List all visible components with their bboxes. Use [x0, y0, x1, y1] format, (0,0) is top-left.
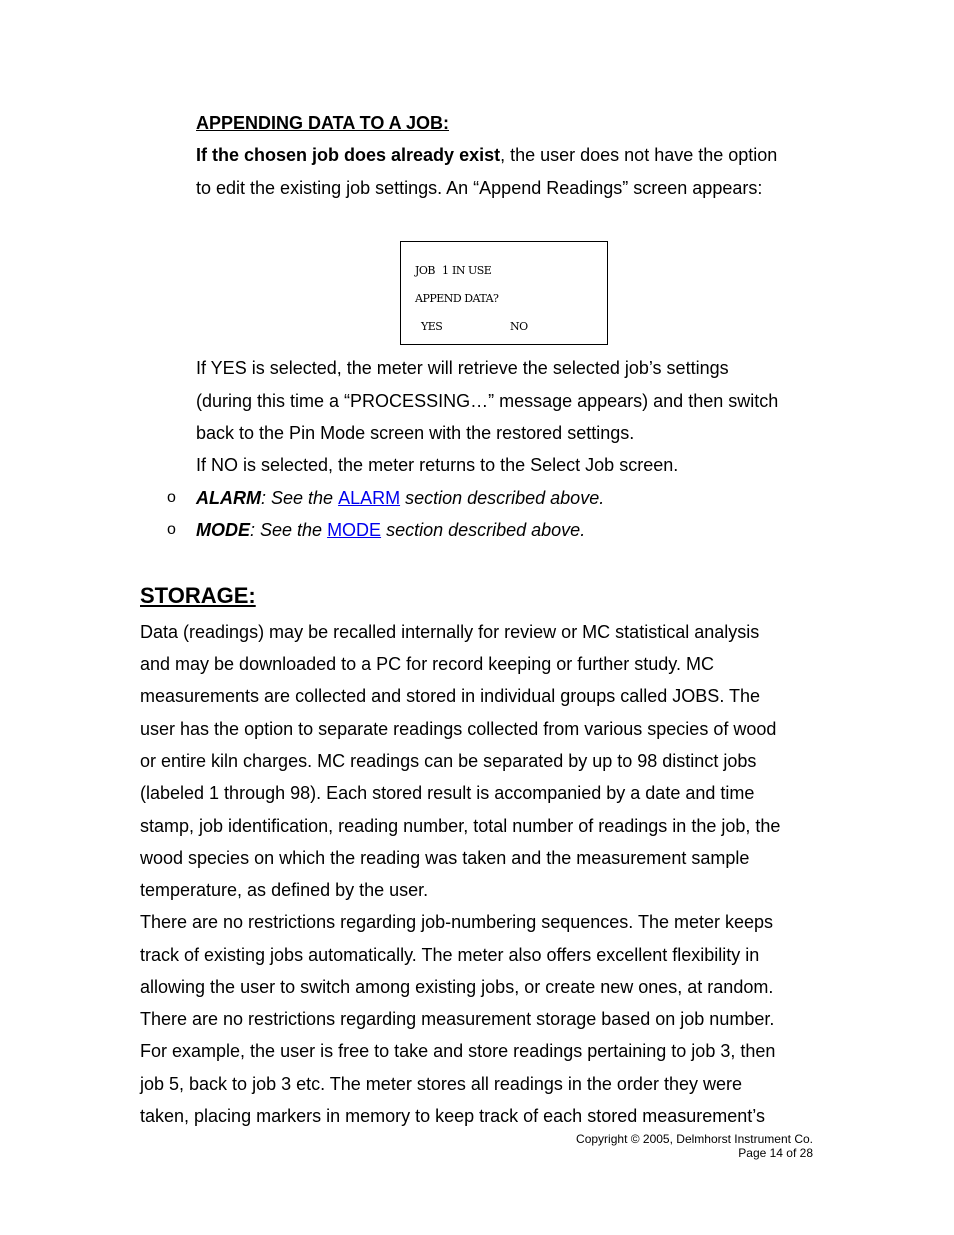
- lcd-job-number: 1: [442, 264, 449, 277]
- bullet-alarm-prefix: : See the: [261, 488, 339, 508]
- appending-intro-bold: If the chosen job does already exist: [196, 145, 501, 165]
- bullet-mode-prefix: : See the: [250, 520, 328, 540]
- after-lcd-line-4: If NO is selected, the meter returns to the Select Job screen.: [196, 455, 679, 475]
- storage-line: (labeled 1 through 98). Each stored result is accompanied by a date and time: [140, 783, 755, 803]
- lcd-yes-option: YES: [421, 320, 443, 333]
- footer-page-number: Page 14 of 28: [738, 1146, 813, 1160]
- append-readings-screen: [400, 241, 608, 345]
- mode-link[interactable]: MODE: [327, 520, 382, 540]
- storage-line: There are no restrictions regarding job-numbering sequences. The meter keeps: [140, 912, 774, 932]
- bullet-alarm-suffix: section described above.: [400, 488, 605, 508]
- lcd-job-label: JOB: [415, 264, 436, 277]
- storage-line: and may be downloaded to a PC for record keeping or further study. MC: [140, 654, 714, 674]
- bullet-alarm-term: ALARM: [196, 488, 261, 508]
- storage-line: job 5, back to job 3 etc. The meter stores all readings in the order they were: [140, 1074, 742, 1094]
- footer-copyright: Copyright © 2005, Delmhorst Instrument Co.: [576, 1132, 813, 1146]
- storage-line: taken, placing markers in memory to keep track of each stored measurement’s: [140, 1106, 765, 1126]
- bullet-mode-term: MODE: [196, 520, 250, 540]
- appending-intro-line-2: to edit the existing job settings. An “Append Readings” screen appears:: [196, 178, 763, 198]
- storage-line: user has the option to separate readings collected from various species of wood: [140, 719, 777, 739]
- storage-line: For example, the user is free to take and store readings pertaining to job 3, then: [140, 1041, 776, 1061]
- storage-line: measurements are collected and stored in individual groups called JOBS. The: [140, 686, 761, 706]
- lcd-in-use: IN USE: [452, 264, 492, 277]
- appending-intro-rest: , the user does not have the option: [500, 145, 778, 165]
- alarm-link[interactable]: ALARM: [338, 488, 401, 508]
- bullet-alarm: [196, 487, 604, 509]
- storage-line: Data (readings) may be recalled internally for review or MC statistical analysis: [140, 622, 760, 642]
- section-heading-appending: APPENDING DATA TO A JOB:: [196, 113, 450, 133]
- storage-line: stamp, job identification, reading number, total number of readings in the job, the: [140, 816, 781, 836]
- storage-line: track of existing jobs automatically. The meter also offers excellent flexibility in: [140, 945, 760, 965]
- bullet-marker: o: [167, 489, 176, 506]
- storage-line: wood species on which the reading was taken and the measurement sample: [140, 848, 750, 868]
- after-lcd-line-3: back to the Pin Mode screen with the restored settings.: [196, 423, 635, 443]
- after-lcd-line-1: If YES is selected, the meter will retrieve the selected job’s settings: [196, 358, 729, 378]
- section-heading-storage: STORAGE:: [140, 583, 256, 608]
- storage-line: allowing the user to switch among existing jobs, or create new ones, at random.: [140, 977, 774, 997]
- lcd-append-data: APPEND DATA?: [415, 292, 499, 305]
- lcd-no-option: NO: [510, 320, 528, 333]
- storage-line: temperature, as defined by the user.: [140, 880, 429, 900]
- bullet-mode: [196, 519, 585, 541]
- storage-line: There are no restrictions regarding measurement storage based on job number.: [140, 1009, 775, 1029]
- bullet-marker: o: [167, 521, 176, 538]
- storage-line: or entire kiln charges. MC readings can be separated by up to 98 distinct jobs: [140, 751, 757, 771]
- bullet-mode-suffix: section described above.: [381, 520, 586, 540]
- after-lcd-line-2: (during this time a “PROCESSING…” message appears) and then switch: [196, 391, 779, 411]
- appending-intro-line-1: [196, 144, 777, 166]
